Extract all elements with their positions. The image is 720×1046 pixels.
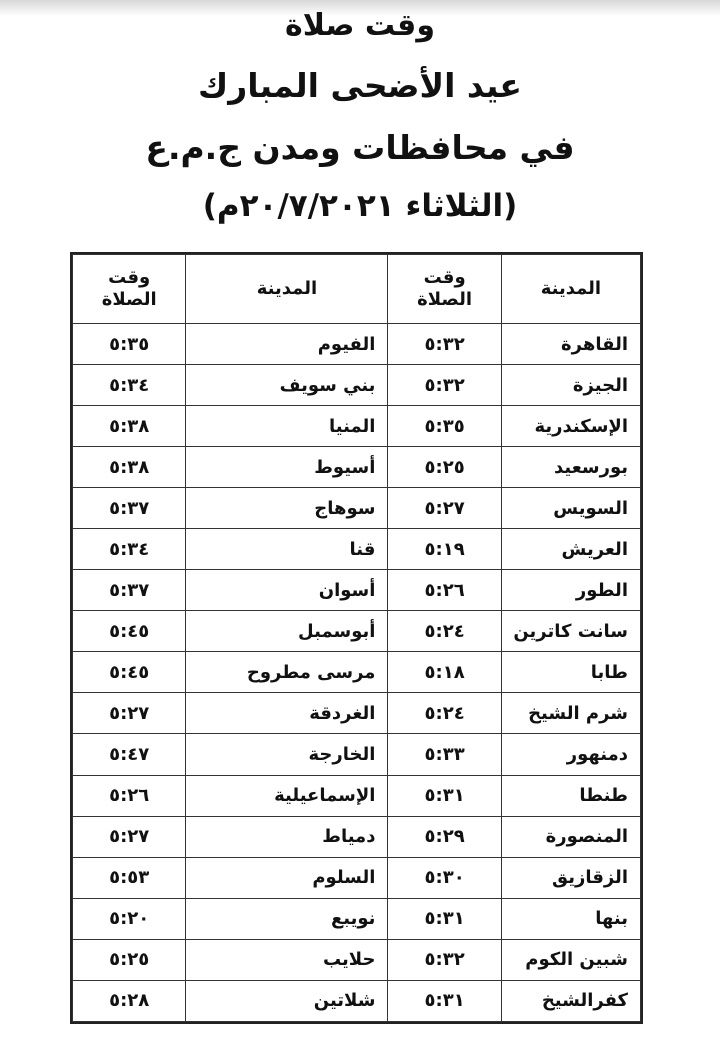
header-time-line1: وقت [108, 266, 151, 288]
heading-date: (الثلاثاء ٢٠/٧/٢٠٢١م) [202, 188, 518, 224]
table-row [73, 939, 641, 980]
city-name-left: أبوسمبل [186, 611, 388, 652]
city-name-left: دمياط [186, 816, 388, 857]
prayer-time-right: ٥:٣٢ [388, 939, 501, 980]
table-row [73, 775, 641, 816]
prayer-time-left: ٥:٤٥ [73, 652, 186, 693]
prayer-times-table [72, 254, 641, 1022]
prayer-time-right: ٥:٣٥ [388, 406, 501, 447]
city-name-right: دمنهور [501, 734, 640, 775]
city-name-left: مرسى مطروح [186, 652, 388, 693]
city-name-right: شبين الكوم [501, 939, 640, 980]
prayer-time-left: ٥:٥٣ [73, 857, 186, 898]
city-name-right: الإسكندرية [501, 406, 640, 447]
prayer-times-table-container [70, 252, 643, 1024]
city-name-left: نويبع [186, 898, 388, 939]
city-name-right: سانت كاترين [501, 611, 640, 652]
prayer-time-right: ٥:٢٤ [388, 693, 501, 734]
prayer-time-left: ٥:٣٨ [73, 447, 186, 488]
prayer-time-left: ٥:٢٨ [73, 980, 186, 1021]
prayer-time-right: ٥:٣٣ [388, 734, 501, 775]
header-time-line1: وقت [423, 266, 466, 288]
header-time-line2: الصلاة [417, 289, 473, 310]
city-name-right: طابا [501, 652, 640, 693]
header-time-right [388, 255, 501, 324]
table-row [73, 406, 641, 447]
prayer-time-left: ٥:٢٦ [73, 775, 186, 816]
header-time-line2: الصلاة [101, 289, 157, 310]
prayer-time-right: ٥:٢٥ [388, 447, 501, 488]
prayer-time-left: ٥:٢٧ [73, 816, 186, 857]
prayer-time-left: ٥:٣٥ [73, 324, 186, 365]
table-body [73, 324, 641, 1022]
prayer-time-left: ٥:٣٤ [73, 365, 186, 406]
city-name-left: الإسماعيلية [186, 775, 388, 816]
heading-eid-al-adha: عيد الأضحى المبارك [198, 66, 522, 105]
city-name-left: المنيا [186, 406, 388, 447]
prayer-time-right: ٥:٣٢ [388, 365, 501, 406]
table-row [73, 693, 641, 734]
table-row [73, 734, 641, 775]
city-name-left: قنا [186, 529, 388, 570]
prayer-time-left: ٥:٣٨ [73, 406, 186, 447]
prayer-time-right: ٥:٢٤ [388, 611, 501, 652]
city-name-right: الجيزة [501, 365, 640, 406]
city-name-right: القاهرة [501, 324, 640, 365]
city-name-right: الطور [501, 570, 640, 611]
city-name-left: شلاتين [186, 980, 388, 1021]
table-row [73, 611, 641, 652]
prayer-time-right: ٥:٣٢ [388, 324, 501, 365]
city-name-left: أسوان [186, 570, 388, 611]
prayer-time-left: ٥:٣٤ [73, 529, 186, 570]
city-name-left: السلوم [186, 857, 388, 898]
city-name-right: بنها [501, 898, 640, 939]
table-row [73, 529, 641, 570]
city-name-left: الفيوم [186, 324, 388, 365]
prayer-time-left: ٥:٢٥ [73, 939, 186, 980]
prayer-time-right: ٥:٢٦ [388, 570, 501, 611]
table-row [73, 898, 641, 939]
city-name-left: أسيوط [186, 447, 388, 488]
city-name-right: طنطا [501, 775, 640, 816]
city-name-left: الخارجة [186, 734, 388, 775]
header-time-left [73, 255, 186, 324]
table-row [73, 324, 641, 365]
prayer-time-right: ٥:١٨ [388, 652, 501, 693]
table-row [73, 816, 641, 857]
city-name-left: سوهاج [186, 488, 388, 529]
city-name-right: المنصورة [501, 816, 640, 857]
heading-governorates: في محافظات ومدن ج.م.ع [145, 128, 575, 167]
table-row [73, 570, 641, 611]
city-name-right: شرم الشيخ [501, 693, 640, 734]
table-row [73, 652, 641, 693]
table-row [73, 857, 641, 898]
city-name-right: كفرالشيخ [501, 980, 640, 1021]
header-city-label: المدينة [256, 277, 318, 299]
city-name-right: الزقازيق [501, 857, 640, 898]
prayer-time-left: ٥:٢٠ [73, 898, 186, 939]
prayer-time-left: ٥:٤٧ [73, 734, 186, 775]
prayer-time-right: ٥:٣١ [388, 898, 501, 939]
header-city-label: المدينة [540, 277, 602, 299]
city-name-right: السويس [501, 488, 640, 529]
prayer-time-right: ٥:٣٠ [388, 857, 501, 898]
table-row [73, 980, 641, 1021]
table-row [73, 365, 641, 406]
city-name-left: الغردقة [186, 693, 388, 734]
city-name-left: حلايب [186, 939, 388, 980]
prayer-time-right: ٥:٣١ [388, 775, 501, 816]
prayer-time-left: ٥:٢٧ [73, 693, 186, 734]
table-row [73, 488, 641, 529]
city-name-right: بورسعيد [501, 447, 640, 488]
prayer-time-left: ٥:٣٧ [73, 570, 186, 611]
table-row [73, 447, 641, 488]
prayer-time-right: ٥:٢٩ [388, 816, 501, 857]
prayer-time-left: ٥:٤٥ [73, 611, 186, 652]
city-name-left: بني سويف [186, 365, 388, 406]
prayer-time-right: ٥:١٩ [388, 529, 501, 570]
heading-prayer-time: وقت صلاة [285, 8, 435, 43]
city-name-right: العريش [501, 529, 640, 570]
header-city-left [186, 255, 388, 324]
header-city-right [501, 255, 640, 324]
prayer-time-right: ٥:٣١ [388, 980, 501, 1021]
table-header-row [73, 255, 641, 324]
prayer-time-left: ٥:٣٧ [73, 488, 186, 529]
prayer-time-right: ٥:٢٧ [388, 488, 501, 529]
